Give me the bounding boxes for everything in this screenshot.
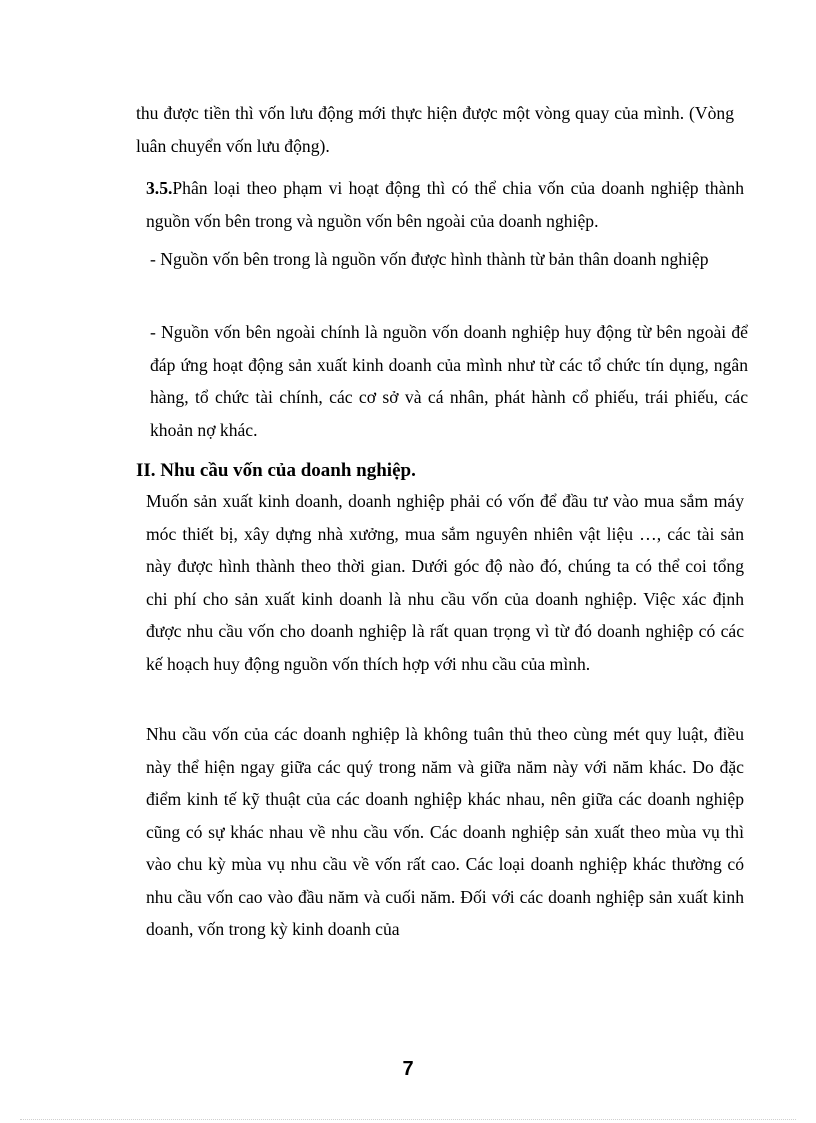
section-3-5-text: Phân loại theo phạm vi hoạt động thì có thể chia vốn của doanh nghiệp thành nguồn vốn bên trong và nguồn vốn bên ngoài của doanh nghiệp.: [146, 178, 744, 231]
paragraph-continuation: thu được tiền thì vốn lưu động mới thực hiện được một vòng quay của mình. (Vòng luân chuyển vốn lưu động).: [136, 103, 734, 156]
section-3-5: [136, 172, 744, 237]
paragraph-capital-needs: Muốn sản xuất kinh doanh, doanh nghiệp phải có vốn để đầu tư vào mua sắm máy móc thiết bị, xây dựng nhà xưởng, mua sắm nguyên nhiên vật liệu …, các tài sản này được hình thành theo thời gian. Dưới góc độ nào đó, chúng ta có thể coi tổng chi phí cho sản xuất kinh doanh là nhu cầu vốn của doanh nghiệp. Việc xác định được nhu cầu vốn cho doanh nghiệp là rất quan trọng vì từ đó doanh nghiệp có các kế hoạch huy động nguồn vốn thích hợp với nhu cầu của mình.: [146, 491, 744, 674]
page-bottom-divider: [20, 1119, 796, 1120]
paragraph-capital-variation: Nhu cầu vốn của các doanh nghiệp là không tuân thủ theo cùng mét quy luật, điều này thể hiện ngay giữa các quý trong năm và giữa năm này với năm khác. Do đặc điểm kinh tế kỹ thuật của các doanh nghiệp khác nhau, nên giữa các doanh nghiệp cũng có sự khác nhau về nhu cầu vốn. Các doanh nghiệp sản xuất theo mùa vụ thì vào chu kỳ mùa vụ nhu cầu về vốn rất cao. Các loại doanh nghiệp khác thường có nhu cầu vốn cao vào đầu năm và cuối năm. Đối với các doanh nghiệp sản xuất kinh doanh, vốn trong kỳ kinh doanh của: [146, 724, 744, 939]
section-number: 3.5.: [146, 178, 173, 198]
bullet-external-capital: - Nguồn vốn bên ngoài chính là nguồn vốn doanh nghiệp huy động từ bên ngoài để đáp ứng hoạt động sản xuất kinh doanh của mình như từ các tổ chức tín dụng, ngân hàng, tổ chức tài chính, các cơ sở và cá nhân, phát hành cổ phiếu, trái phiếu, các khoản nợ khác.: [150, 322, 748, 440]
page-number: 7: [402, 1058, 414, 1080]
bullet-internal-capital: - Nguồn vốn bên trong là nguồn vốn được hình thành từ bản thân doanh nghiệp: [150, 249, 709, 269]
section-heading-ii: II. Nhu cầu vốn của doanh nghiệp.: [136, 460, 416, 481]
